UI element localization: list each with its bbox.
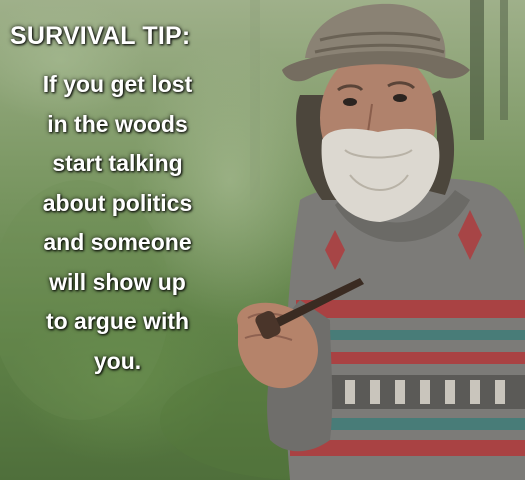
caption-line: you. [93, 347, 142, 374]
caption-line: start talking [52, 150, 183, 176]
caption-line: and someone [43, 229, 192, 255]
caption-line: If you get lost [42, 71, 193, 97]
caption-title: SURVIVAL TIP: [10, 22, 191, 50]
caption-line: will show up [49, 268, 186, 295]
caption-line: in the woods [47, 110, 188, 137]
caption-line: to argue with [45, 308, 190, 334]
caption-line: about politics [42, 189, 193, 216]
meme-caption [10, 22, 225, 381]
